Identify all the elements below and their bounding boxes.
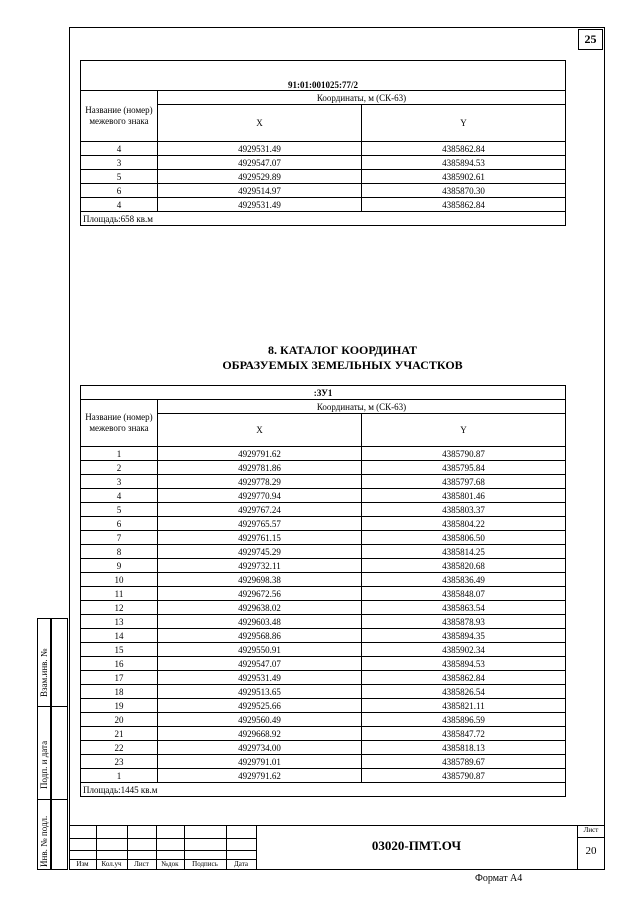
table-row (81, 447, 566, 461)
side-stamp (37, 618, 68, 870)
table-row (81, 727, 566, 741)
cell-y: 4385804.22 (362, 517, 566, 531)
cell-x: 4929513.65 (158, 685, 362, 699)
cell-x: 4929698.38 (158, 573, 362, 587)
cell-y: 4385896.59 (362, 713, 566, 727)
coordinates-table-1 (80, 60, 566, 226)
cell-x: 4929514.97 (158, 184, 362, 198)
cell-y: 4385847.72 (362, 727, 566, 741)
cell-y: 4385902.61 (362, 170, 566, 184)
header-x: X (158, 414, 362, 447)
cell-x: 4929791.62 (158, 447, 362, 461)
col-count: Кол.уч (101, 860, 122, 868)
area-value: Площадь:658 кв.м (81, 212, 566, 226)
table-title: 91:01:001025:77/2 (81, 61, 566, 91)
section-title-line2: ОБРАЗУЕМЫХ ЗЕМЕЛЬНЫХ УЧАСТКОВ (222, 358, 463, 372)
cell-y: 4385862.84 (362, 198, 566, 212)
cell-point: 19 (81, 699, 158, 713)
cell-point: 17 (81, 671, 158, 685)
cell-point: 20 (81, 713, 158, 727)
table-row (81, 573, 566, 587)
cell-point: 11 (81, 587, 158, 601)
table-title: :ЗУ1 (81, 386, 566, 400)
table-row (81, 503, 566, 517)
cell-point: 5 (81, 503, 158, 517)
header-coords: Координаты, м (СК-63) (158, 91, 566, 105)
cell-x: 4929668.92 (158, 727, 362, 741)
coordinates-table-2 (80, 385, 566, 797)
header-y: Y (362, 414, 566, 447)
cell-y: 4385862.84 (362, 142, 566, 156)
side-label-column (37, 618, 51, 870)
cell-y: 4385863.54 (362, 601, 566, 615)
table-row (81, 699, 566, 713)
area-value: Площадь:1445 кв.м (81, 783, 566, 797)
cell-x: 4929778.29 (158, 475, 362, 489)
sheet-number: 25 (578, 29, 603, 50)
table-row (81, 615, 566, 629)
table-row (81, 475, 566, 489)
cell-point: 5 (81, 170, 158, 184)
paper-format: Формат А4 (475, 873, 523, 884)
table-row (81, 531, 566, 545)
table-row (81, 713, 566, 727)
cell-y: 4385894.35 (362, 629, 566, 643)
cell-x: 4929745.29 (158, 545, 362, 559)
cell-y: 4385814.25 (362, 545, 566, 559)
cell-point: 15 (81, 643, 158, 657)
table-row (81, 741, 566, 755)
cell-point: 4 (81, 489, 158, 503)
header-x: X (158, 105, 362, 142)
cell-y: 4385870.30 (362, 184, 566, 198)
cell-point: 13 (81, 615, 158, 629)
cell-y: 4385894.53 (362, 156, 566, 170)
table-row (81, 156, 566, 170)
cell-point: 22 (81, 741, 158, 755)
cell-y: 4385821.11 (362, 699, 566, 713)
table-row (81, 461, 566, 475)
header-name: Название (номер) межевого знака (81, 91, 158, 142)
cell-y: 4385806.50 (362, 531, 566, 545)
cell-x: 4929770.94 (158, 489, 362, 503)
cell-point: 3 (81, 475, 158, 489)
table-row (81, 489, 566, 503)
cell-x: 4929550.91 (158, 643, 362, 657)
cell-point: 8 (81, 545, 158, 559)
col-change: Изм (76, 860, 89, 868)
cell-point: 6 (81, 517, 158, 531)
table-row (81, 170, 566, 184)
cell-x: 4929531.49 (158, 198, 362, 212)
table-row (81, 643, 566, 657)
cell-point: 1 (81, 769, 158, 783)
cell-point: 6 (81, 184, 158, 198)
cell-x: 4929791.01 (158, 755, 362, 769)
cell-x: 4929547.07 (158, 657, 362, 671)
cell-point: 1 (81, 447, 158, 461)
side-label-inv-original: Инв. № подл. (39, 815, 49, 867)
table-row (81, 685, 566, 699)
section-title-line1: 8. КАТАЛОГ КООРДИНАТ (268, 343, 417, 357)
side-label-replace-inv: Взам.инв. № (39, 648, 49, 697)
col-sheet: Лист (134, 860, 149, 868)
title-block (69, 825, 605, 870)
cell-point: 10 (81, 573, 158, 587)
table-row (81, 755, 566, 769)
table-row (81, 545, 566, 559)
cell-x: 4929791.62 (158, 769, 362, 783)
cell-x: 4929767.24 (158, 503, 362, 517)
cell-x: 4929638.02 (158, 601, 362, 615)
col-signature: Подпись (192, 860, 218, 868)
table-row (81, 559, 566, 573)
header-y: Y (362, 105, 566, 142)
table-row (81, 769, 566, 783)
header-coords: Координаты, м (СК-63) (158, 400, 566, 414)
table-row (81, 587, 566, 601)
cell-x: 4929525.66 (158, 699, 362, 713)
cell-y: 4385836.49 (362, 573, 566, 587)
table-row (81, 142, 566, 156)
side-value-column (51, 618, 68, 870)
cell-y: 4385790.87 (362, 447, 566, 461)
cell-x: 4929531.49 (158, 671, 362, 685)
table-row (81, 657, 566, 671)
cell-y: 4385797.68 (362, 475, 566, 489)
cell-y: 4385789.67 (362, 755, 566, 769)
cell-point: 7 (81, 531, 158, 545)
cell-point: 23 (81, 755, 158, 769)
table-row (81, 184, 566, 198)
cell-y: 4385848.07 (362, 587, 566, 601)
side-label-sign-date: Подп. и дата (39, 740, 49, 789)
cell-y: 4385818.13 (362, 741, 566, 755)
col-doc: №док (161, 860, 179, 868)
cell-point: 21 (81, 727, 158, 741)
area-row (81, 212, 566, 226)
cell-point: 14 (81, 629, 158, 643)
cell-x: 4929568.86 (158, 629, 362, 643)
cell-y: 4385878.93 (362, 615, 566, 629)
cell-y: 4385820.68 (362, 559, 566, 573)
cell-point: 12 (81, 601, 158, 615)
cell-x: 4929603.48 (158, 615, 362, 629)
cell-x: 4929734.00 (158, 741, 362, 755)
cell-x: 4929761.15 (158, 531, 362, 545)
cell-point: 3 (81, 156, 158, 170)
cell-y: 4385862.84 (362, 671, 566, 685)
document-code: 03020-ПМТ.ОЧ (371, 838, 462, 853)
cell-x: 4929560.49 (158, 713, 362, 727)
cell-x: 4929732.11 (158, 559, 362, 573)
cell-x: 4929672.56 (158, 587, 362, 601)
col-date: Дата (234, 860, 248, 868)
cell-point: 9 (81, 559, 158, 573)
header-name: Название (номер) межевого знака (81, 400, 158, 447)
sheet-value: 20 (585, 845, 597, 857)
cell-point: 16 (81, 657, 158, 671)
cell-y: 4385790.87 (362, 769, 566, 783)
table-row (81, 198, 566, 212)
sheet-label: Лист (583, 826, 599, 834)
cell-x: 4929529.89 (158, 170, 362, 184)
table-row (81, 601, 566, 615)
cell-x: 4929765.57 (158, 517, 362, 531)
cell-x: 4929531.49 (158, 142, 362, 156)
table-row (81, 629, 566, 643)
cell-y: 4385803.37 (362, 503, 566, 517)
cell-x: 4929781.86 (158, 461, 362, 475)
cell-y: 4385894.53 (362, 657, 566, 671)
cell-point: 18 (81, 685, 158, 699)
cell-y: 4385795.84 (362, 461, 566, 475)
cell-x: 4929547.07 (158, 156, 362, 170)
area-row (81, 783, 566, 797)
cell-y: 4385801.46 (362, 489, 566, 503)
cell-point: 4 (81, 198, 158, 212)
cell-y: 4385826.54 (362, 685, 566, 699)
table-row (81, 517, 566, 531)
cell-y: 4385902.34 (362, 643, 566, 657)
cell-point: 4 (81, 142, 158, 156)
table-row (81, 671, 566, 685)
cell-point: 2 (81, 461, 158, 475)
